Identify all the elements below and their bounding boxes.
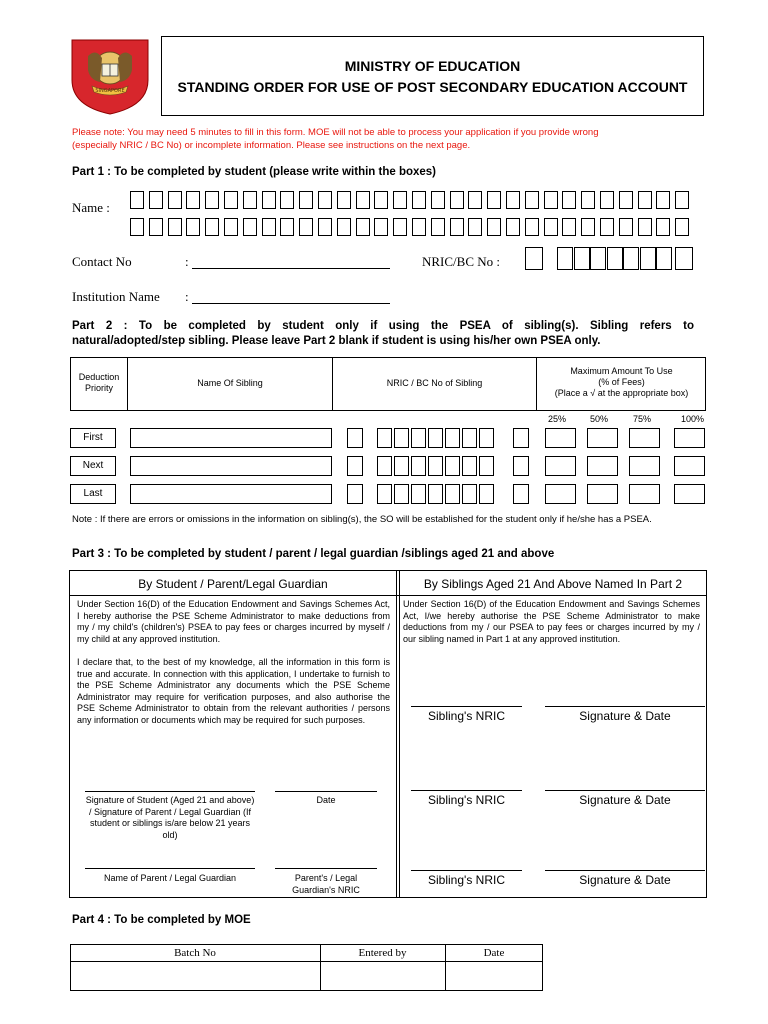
contact-label: Contact No (72, 254, 132, 269)
date-label: Date (316, 795, 336, 805)
name-char-box[interactable] (544, 191, 558, 209)
title-ministry: MINISTRY OF EDUCATION (344, 58, 521, 74)
nric-digit-box[interactable] (656, 247, 672, 270)
name-char-box[interactable] (656, 218, 670, 236)
sibling-nric-suffix-box[interactable] (513, 428, 529, 448)
parent-nric-line[interactable] (275, 868, 377, 869)
sibling-nric-digit-box[interactable] (445, 484, 460, 504)
name-char-box[interactable] (393, 191, 407, 209)
percent-50: 50% (590, 414, 609, 424)
name-char-box[interactable] (638, 191, 652, 209)
name-char-box[interactable] (374, 218, 388, 236)
sibling-nric-digit-box[interactable] (479, 484, 494, 504)
crest-caption: SINGAPORE (95, 88, 125, 94)
part2-heading-line1: Part 2 : To be completed by student only if using the PSEA of sibling(s). Sibling refers to (72, 320, 694, 332)
name-char-box[interactable] (280, 191, 294, 209)
percent-25: 25% (548, 414, 567, 424)
sibling-nric-digit-box[interactable] (377, 456, 392, 476)
sibling-nric-digit-box[interactable] (394, 484, 409, 504)
name-char-box[interactable] (186, 191, 200, 209)
name-char-box[interactable] (412, 191, 426, 209)
note-top-line2: (especially NRIC / BC No) or incomplete information. Please see instructions on the next page. (72, 140, 471, 151)
percent-checkbox-50[interactable] (587, 456, 618, 476)
col-maximum-amount (537, 366, 706, 399)
name-char-box[interactable] (487, 218, 501, 236)
sibling-nric-digit-box[interactable] (428, 456, 443, 476)
name-char-box[interactable] (337, 218, 351, 236)
name-char-box[interactable] (318, 218, 332, 236)
nric-digit-box[interactable] (557, 247, 573, 270)
part3-right-title: By Siblings Aged 21 And Above Named In Part 2 (423, 577, 683, 591)
name-char-box[interactable] (224, 218, 238, 236)
col-nric-of-sibling: NRIC / BC No of Sibling (386, 378, 483, 388)
col-max-line1: Maximum Amount To Use (570, 366, 673, 376)
name-char-box[interactable] (619, 191, 633, 209)
sibling-sigdate-label-3: Signature & Date (579, 873, 671, 887)
nric-digit-box[interactable] (574, 247, 590, 270)
sibling-nric-line-1[interactable] (411, 706, 522, 707)
sibling-nric-digit-box[interactable] (462, 456, 477, 476)
batch-no-cell[interactable] (71, 962, 320, 990)
name-char-box[interactable] (130, 218, 144, 236)
row-label-next: Next (70, 456, 116, 476)
percent-checkbox-75[interactable] (629, 456, 660, 476)
name-char-box[interactable] (468, 191, 482, 209)
percent-100: 100% (681, 414, 705, 424)
name-char-box[interactable] (393, 218, 407, 236)
sibling-nric-label-1: Sibling's NRIC (428, 709, 505, 723)
name-char-box[interactable] (506, 191, 520, 209)
name-char-box[interactable] (205, 218, 219, 236)
percent-checkbox-100[interactable] (674, 428, 705, 448)
name-char-box[interactable] (130, 191, 144, 209)
percent-checkbox-75[interactable] (629, 428, 660, 448)
parent-name-label: Name of Parent / Legal Guardian (103, 873, 237, 883)
institution-field[interactable] (192, 303, 390, 304)
nric-digit-box[interactable] (607, 247, 623, 270)
sibling-sigdate-label-1: Signature & Date (579, 709, 671, 723)
name-char-box[interactable] (656, 191, 670, 209)
name-char-box[interactable] (318, 191, 332, 209)
sibling-sigdate-line-3[interactable] (545, 870, 705, 871)
note-top (72, 126, 712, 152)
contact-field[interactable] (192, 268, 390, 269)
name-char-box[interactable] (675, 218, 689, 236)
student-signature-label: Signature of Student (Aged 21 and above) / Signature of Parent / Legal Guardian (If student or siblings is/are below 21 years old) (85, 795, 255, 840)
sibling-nric-digit-box[interactable] (445, 428, 460, 448)
nric-suffix-box[interactable] (675, 247, 693, 270)
sibling-nric-line-2[interactable] (411, 790, 522, 791)
name-char-box[interactable] (149, 191, 163, 209)
col-max-line2: (% of Fees) (598, 377, 645, 387)
name-char-box[interactable] (638, 218, 652, 236)
part3-left-title: By Student / Parent/Legal Guardian (138, 577, 328, 591)
part3-heading: Part 3 : To be completed by student / parent / legal guardian /siblings aged 21 and above (72, 548, 555, 560)
sibling-nric-digit-box[interactable] (377, 484, 392, 504)
sibling-nric-digit-box[interactable] (411, 456, 426, 476)
name-char-box[interactable] (562, 191, 576, 209)
name-char-box[interactable] (412, 218, 426, 236)
sibling-nric-digit-box[interactable] (428, 484, 443, 504)
title-standing-order: STANDING ORDER FOR USE OF POST SECONDARY EDUCATION ACCOUNT (177, 79, 688, 95)
name-char-box[interactable] (450, 218, 464, 236)
percent-checkbox-50[interactable] (587, 484, 618, 504)
name-char-box[interactable] (506, 218, 520, 236)
col-batch-no: Batch No (174, 947, 216, 959)
name-char-box[interactable] (487, 191, 501, 209)
name-char-box[interactable] (544, 218, 558, 236)
name-char-box[interactable] (186, 218, 200, 236)
parent-nric-label: Parent's / Legal Guardian's NRIC (292, 873, 360, 895)
sibling-nric-suffix-box[interactable] (513, 484, 529, 504)
name-char-box[interactable] (205, 191, 219, 209)
percent-checkbox-50[interactable] (587, 428, 618, 448)
name-char-box[interactable] (280, 218, 294, 236)
sibling-nric-suffix-box[interactable] (513, 456, 529, 476)
name-char-box[interactable] (243, 191, 257, 209)
col-entered-by: Entered by (358, 947, 407, 959)
part2-heading-line2: natural/adopted/step sibling. Please leave Part 2 blank if student is using his/her own PSEA only. (72, 335, 601, 347)
part3-left-para1: Under Section 16(D) of the Education Endowment and Savings Schemes Act, I hereby authorise the PSE Scheme Administrator to make deductions from my / my child's (children's) PSEA to pay fees or charges incurred by myself / my child at any approved institution. (77, 599, 390, 644)
col-name-of-sibling: Name Of Sibling (197, 378, 263, 388)
sibling-sigdate-label-2: Signature & Date (579, 793, 671, 807)
part2-note: Note : If there are errors or omissions in the information on sibling(s), the SO will be established for the student only if he/she has a PSEA. (72, 514, 652, 525)
date-cell[interactable] (446, 962, 542, 990)
sibling-nric-digit-box[interactable] (394, 428, 409, 448)
divider (396, 570, 397, 898)
name-char-box[interactable] (337, 191, 351, 209)
sibling-nric-label-3: Sibling's NRIC (428, 873, 505, 887)
sibling-sigdate-line-2[interactable] (545, 790, 705, 791)
name-char-box[interactable] (562, 218, 576, 236)
percent-75: 75% (633, 414, 652, 424)
name-char-box[interactable] (243, 218, 257, 236)
header-title-box (161, 36, 704, 116)
name-char-box[interactable] (356, 218, 370, 236)
row-label-first: First (70, 428, 116, 448)
sibling-name-field[interactable] (130, 456, 332, 476)
sibling-nric-label-2: Sibling's NRIC (428, 793, 505, 807)
col-max-line3: (Place a √ at the appropriate box) (554, 388, 689, 398)
institution-label: Institution Name (72, 289, 160, 304)
sibling-nric-digit-box[interactable] (411, 428, 426, 448)
student-signature-line[interactable] (85, 791, 255, 792)
sibling-name-field[interactable] (130, 484, 332, 504)
part1-heading: Part 1 : To be completed by student (please write within the boxes) (72, 166, 437, 178)
name-char-box[interactable] (431, 191, 445, 209)
col-date: Date (483, 947, 505, 959)
percent-checkbox-75[interactable] (629, 484, 660, 504)
percent-checkbox-100[interactable] (674, 484, 705, 504)
name-char-box[interactable] (299, 191, 313, 209)
sibling-nric-digit-box[interactable] (394, 456, 409, 476)
part3-right-para: Under Section 16(D) of the Education Endowment and Savings Schemes Act, I/we hereby authorise the PSE Scheme Administrator to make deductions from my / our PSEA to pay fees or charges incurred by my / our sibling named in Part 1 at any approved institution. (403, 599, 700, 644)
sibling-nric-digit-box[interactable] (462, 428, 477, 448)
sibling-nric-digit-box[interactable] (445, 456, 460, 476)
percent-checkbox-25[interactable] (545, 428, 576, 448)
percent-checkbox-25[interactable] (545, 484, 576, 504)
moe-crest-logo (68, 36, 152, 116)
nric-digit-box[interactable] (623, 247, 639, 270)
divider (69, 595, 707, 596)
name-char-box[interactable] (168, 218, 182, 236)
sibling-nric-digit-box[interactable] (377, 428, 392, 448)
sibling-nric-prefix-box[interactable] (347, 456, 363, 476)
nric-prefix-box[interactable] (525, 247, 543, 270)
part2-heading (72, 319, 694, 349)
name-label: Name : (72, 200, 110, 215)
name-char-box[interactable] (525, 218, 539, 236)
name-char-box[interactable] (168, 191, 182, 209)
name-char-box[interactable] (450, 191, 464, 209)
date-signature-line[interactable] (275, 791, 377, 792)
parent-name-line[interactable] (85, 868, 255, 869)
row-label-last: Last (70, 484, 116, 504)
divider (399, 570, 400, 898)
nric-label: NRIC/BC No : (422, 254, 501, 269)
sibling-nric-digit-box[interactable] (479, 456, 494, 476)
name-char-box[interactable] (619, 218, 633, 236)
col-deduction-priority: Deduction Priority (78, 372, 120, 393)
sibling-nric-line-3[interactable] (411, 870, 522, 871)
nric-digit-box[interactable] (590, 247, 606, 270)
sibling-nric-prefix-box[interactable] (347, 428, 363, 448)
percent-checkbox-25[interactable] (545, 456, 576, 476)
name-char-box[interactable] (468, 218, 482, 236)
name-char-box[interactable] (356, 191, 370, 209)
name-char-box[interactable] (431, 218, 445, 236)
sibling-nric-prefix-box[interactable] (347, 484, 363, 504)
name-char-box[interactable] (600, 191, 614, 209)
nric-digit-box[interactable] (640, 247, 656, 270)
name-char-box[interactable] (374, 191, 388, 209)
name-char-box[interactable] (262, 191, 276, 209)
sibling-nric-digit-box[interactable] (428, 428, 443, 448)
part4-heading: Part 4 : To be completed by MOE (72, 914, 251, 926)
entered-by-cell[interactable] (321, 962, 445, 990)
name-char-box[interactable] (581, 191, 595, 209)
sibling-nric-digit-box[interactable] (479, 428, 494, 448)
contact-colon: : (185, 254, 189, 269)
sibling-name-field[interactable] (130, 428, 332, 448)
sibling-sigdate-line-1[interactable] (545, 706, 705, 707)
institution-colon: : (185, 289, 189, 304)
note-top-line1: Please note: You may need 5 minutes to fill in this form. MOE will not be able to process your application if you provide wrong (72, 127, 599, 138)
name-char-box[interactable] (149, 218, 163, 236)
name-char-box[interactable] (525, 191, 539, 209)
name-char-box[interactable] (675, 191, 689, 209)
part3-left-para2: I declare that, to the best of my knowledge, all the information in this form is true and accurate. In connection with this application, I undertake to furnish to the PSE Scheme Administrator any documents which the PSE Scheme Administrator may require for verification purposes, and also authorise the PSE Scheme Administrator to obtain from the relevant authorities / persons any information or documents which may be required for such purposes. (77, 657, 390, 725)
name-char-box[interactable] (262, 218, 276, 236)
sibling-nric-digit-box[interactable] (411, 484, 426, 504)
percent-checkbox-100[interactable] (674, 456, 705, 476)
sibling-nric-digit-box[interactable] (462, 484, 477, 504)
name-char-box[interactable] (600, 218, 614, 236)
name-char-box[interactable] (299, 218, 313, 236)
name-char-box[interactable] (224, 191, 238, 209)
name-char-box[interactable] (581, 218, 595, 236)
